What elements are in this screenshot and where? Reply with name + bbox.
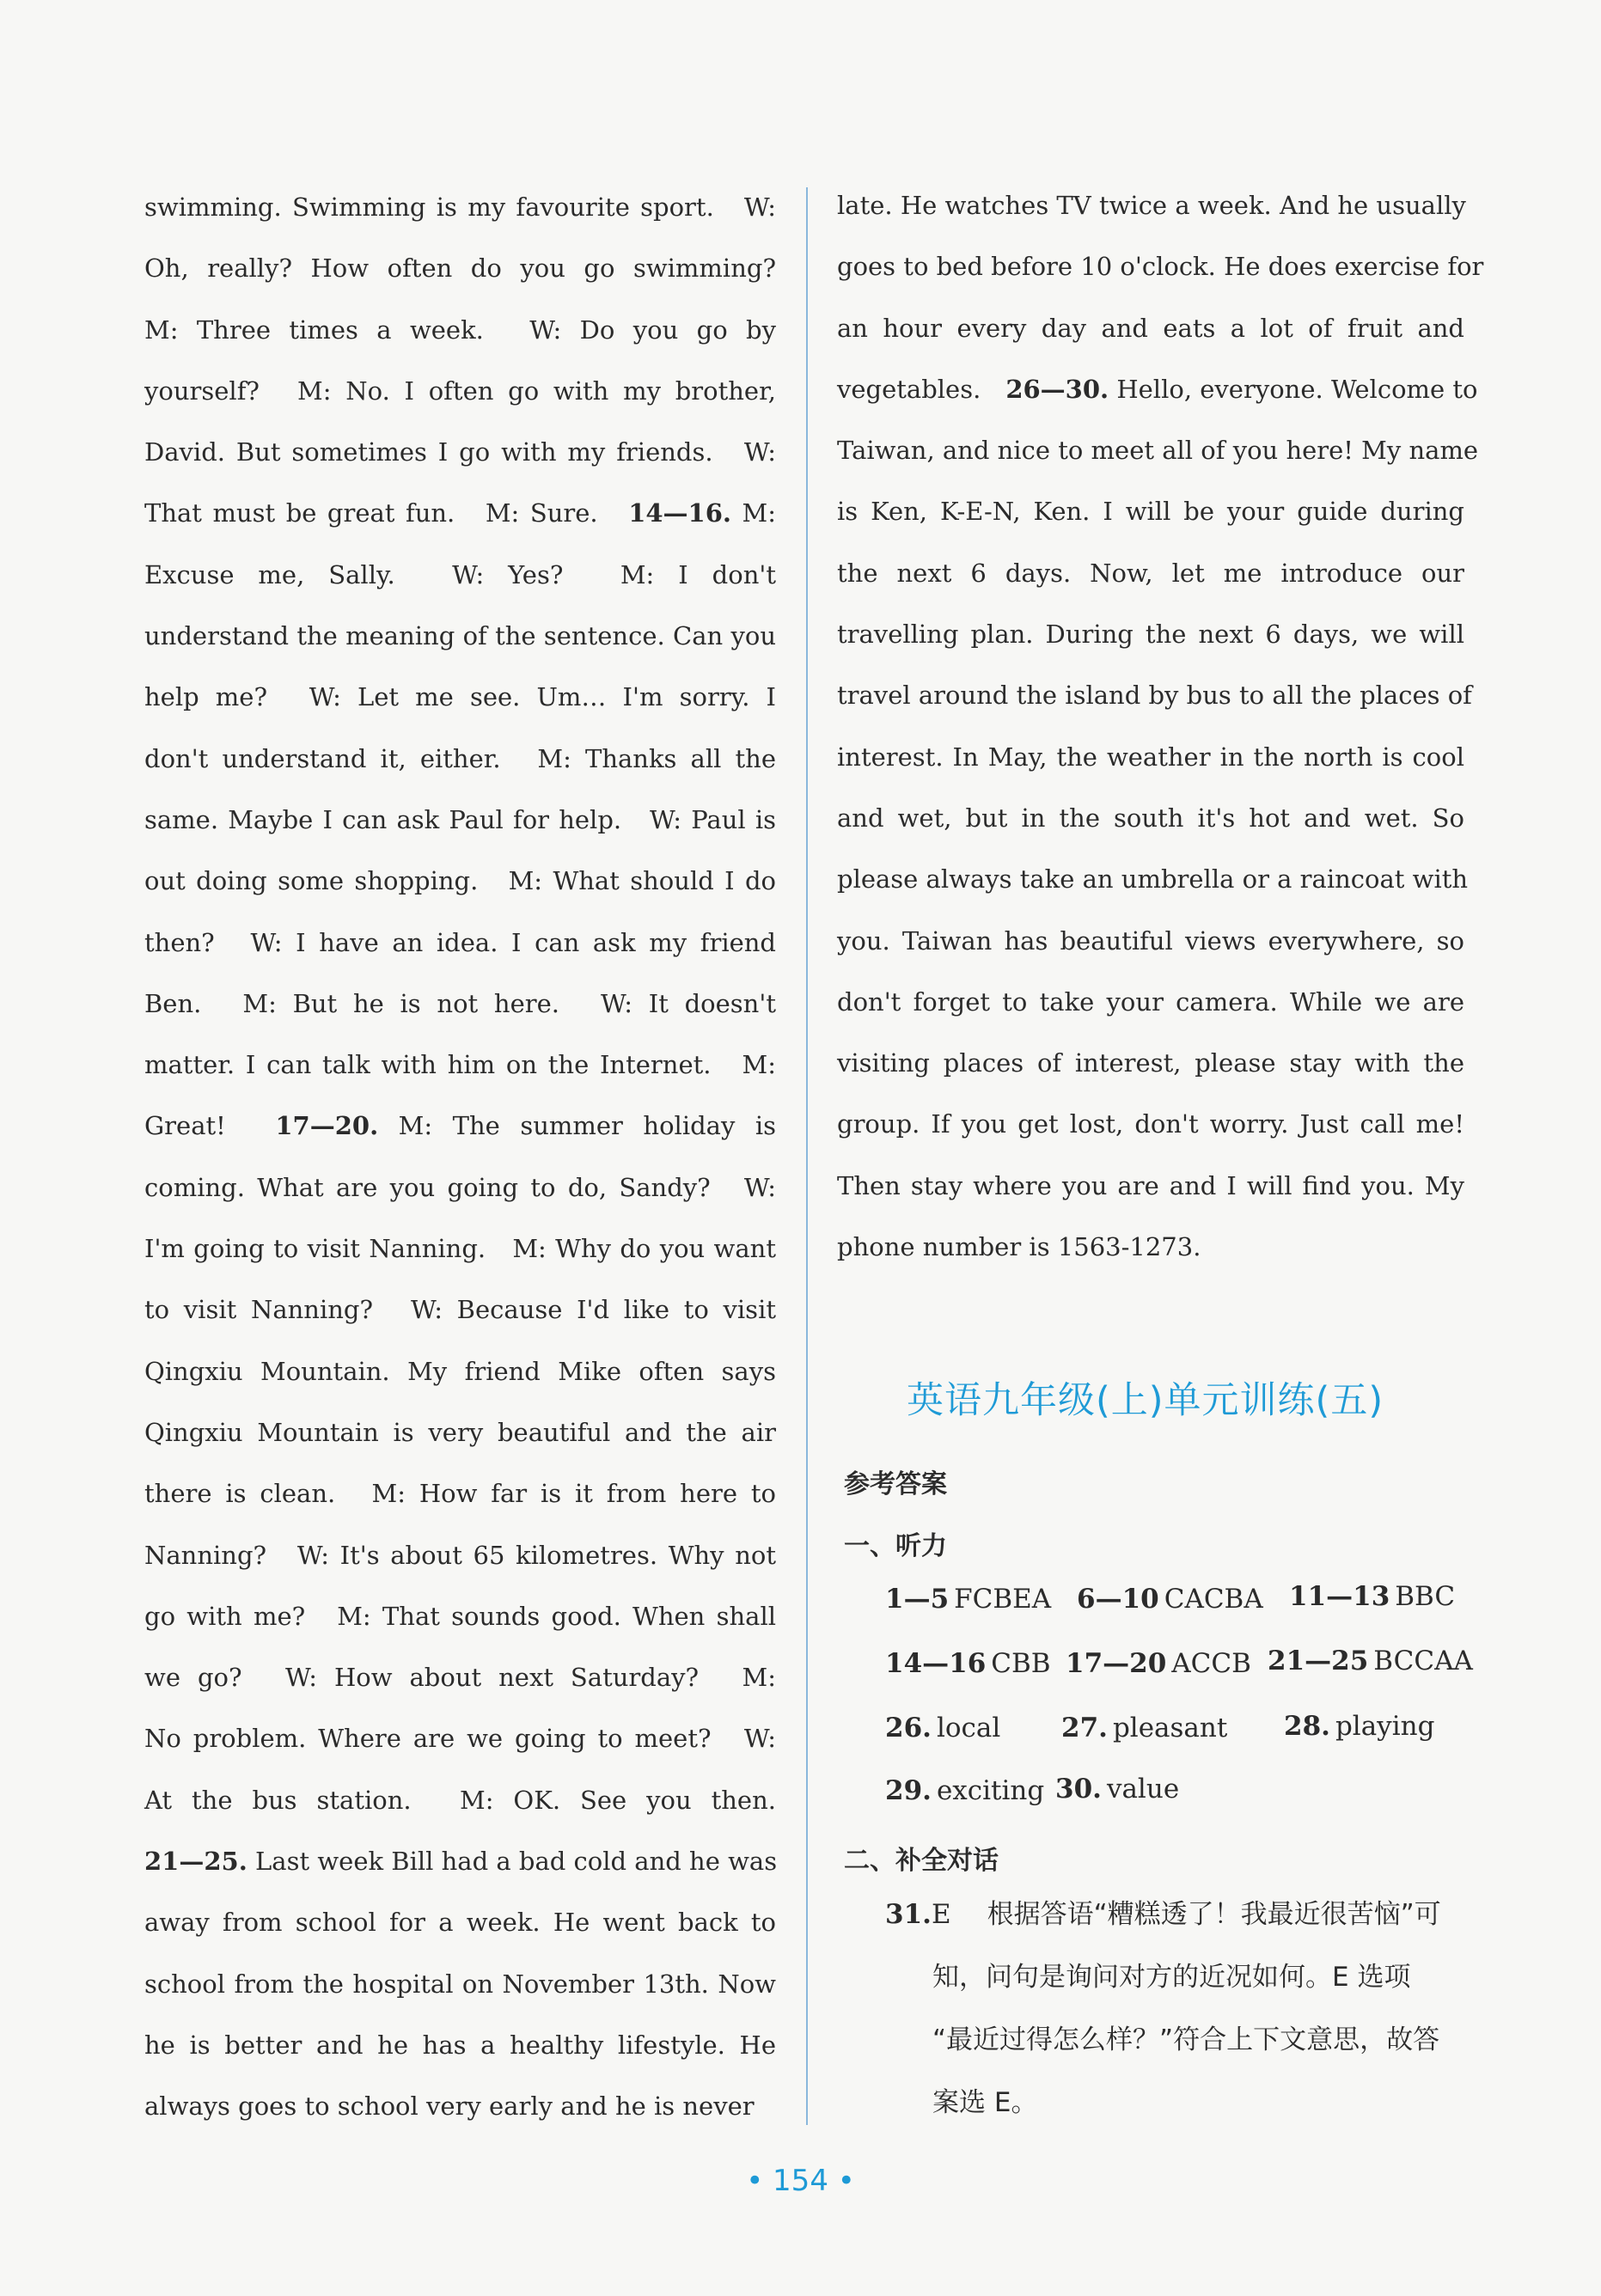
text-line: yourself? M: No. I often go with my brother, — [144, 376, 776, 406]
text-line: is Ken, K-E-N, Ken. I will be your guide during — [837, 497, 1464, 527]
text-line: That must be great fun. M: Sure. 14—16. M: — [144, 498, 776, 528]
right-column-text — [837, 175, 1484, 1278]
text-line: Then stay where you are and I will find you. My — [837, 1170, 1464, 1200]
text-line: don't forget to take your camera. While we are — [837, 986, 1464, 1017]
text-line: phone number is 1563-1273. — [837, 1232, 1201, 1262]
text-line: don't understand it, either. M: Thanks all the — [144, 743, 776, 773]
text-line: interest. In May, the weather in the north is cool — [837, 742, 1464, 772]
text-line: he is better and he has a healthy lifestyle. He — [144, 2030, 776, 2060]
text-line: matter. I can talk with him on the Internet. M: — [144, 1050, 776, 1080]
text-line: group. If you get lost, don't worry. Just call me! — [837, 1109, 1464, 1139]
text-line: travelling plan. During the next 6 days, we will — [837, 620, 1464, 650]
text-line: late. He watches TV twice a week. And he usually — [837, 191, 1466, 220]
text-line: Ben. M: But he is not here. W: It doesn't — [144, 988, 776, 1018]
text-line: we go? W: How about next Saturday? M: — [144, 1663, 776, 1693]
text-line: coming. What are you going to do, Sandy? W: — [144, 1172, 776, 1202]
answer-item: 17—20 ACCB — [1066, 1648, 1251, 1679]
text-line: Nanning? W: It's about 65 kilometres. Why not — [144, 1540, 776, 1570]
text-line: same. Maybe I can ask Paul for help. W: Paul is — [144, 804, 776, 834]
section-listening-heading: 一、听力 — [844, 1531, 947, 1561]
text-line: travel around the island by bus to all the places of — [837, 681, 1472, 711]
text-line: David. But sometimes I go with my friends. W: — [144, 437, 776, 467]
text-line: visiting places of interest, please stay with the — [837, 1048, 1464, 1078]
text-line: 21—25. Last week Bill had a bad cold and he was — [144, 1847, 778, 1877]
q31-line-3: “最近过得怎么样？”符合上下文意思，故答 — [932, 2024, 1440, 2055]
answer-item: 1—5 FCBEA — [885, 1584, 1052, 1615]
answer-item: 27. pleasant — [1061, 1713, 1228, 1743]
answer-item: 11—13 BBC — [1289, 1581, 1456, 1612]
text-line: there is clean. M: How far is it from here to — [144, 1479, 776, 1509]
text-line: Excuse me, Sally. W: Yes? M: I don't — [144, 559, 776, 589]
answer-item: 28. playing — [1284, 1711, 1435, 1742]
text-line: No problem. Where are we going to meet? W: — [144, 1724, 776, 1754]
text-line: always goes to school very early and he is never — [144, 2091, 755, 2122]
text-line: swimming. Swimming is my favourite sport. W: — [144, 192, 776, 222]
text-line: Oh, really? How often do you go swimming? — [144, 253, 776, 284]
text-line: Qingxiu Mountain. My friend Mike often says — [144, 1356, 776, 1386]
answer-item: 29. exciting — [885, 1775, 1045, 1806]
text-line: you. Taiwan has beautiful views everywhere, so — [837, 925, 1464, 956]
text-line: I'm going to visit Nanning. M: Why do you want — [144, 1234, 776, 1264]
text-line: the next 6 days. Now, let me introduce our — [837, 558, 1464, 588]
column-divider — [806, 187, 808, 2125]
q31-line-1: 31.E 根据答语“糟糕透了！我最近很苦恼”可 — [885, 1899, 1441, 1930]
text-line: away from school for a week. He went back to — [144, 1908, 776, 1938]
text-line: then? W: I have an idea. I can ask my friend — [144, 927, 776, 957]
answer-item: 26. local — [885, 1713, 1001, 1743]
text-line: understand the meaning of the sentence. Can you — [144, 621, 776, 651]
text-line: goes to bed before 10 o'clock. He does exercise for — [837, 252, 1484, 282]
text-line: school from the hospital on November 13th. Now — [144, 1969, 776, 1999]
text-line: Qingxiu Mountain is very beautiful and the air — [144, 1417, 776, 1447]
text-line: Taiwan, and nice to meet all of you here! My name — [837, 436, 1479, 466]
text-line: go with me? M: That sounds good. When shall — [144, 1601, 776, 1631]
section-dialogue-heading: 二、补全对话 — [844, 1846, 999, 1876]
text-line: please always take an umbrella or a raincoat with — [837, 864, 1469, 895]
answer-item: 21—25 BCCAA — [1268, 1646, 1473, 1676]
text-line: an hour every day and eats a lot of fruit and — [837, 313, 1464, 343]
unit-title: 英语九年级(上)单元训练(五) — [907, 1379, 1384, 1422]
left-column-text — [144, 177, 776, 2138]
text-line: and wet, but in the south it's hot and wet. So — [837, 803, 1464, 833]
answer-item: 30. value — [1055, 1774, 1180, 1804]
q31-line-4: 案选 E。 — [932, 2087, 1038, 2118]
text-line: vegetables. 26—30. Hello, everyone. Welcome to — [837, 374, 1478, 404]
answer-key-heading: 参考答案 — [844, 1469, 947, 1499]
page-number: • 154 • — [746, 2164, 855, 2198]
answer-item: 6—10 CACBA — [1077, 1584, 1263, 1615]
text-line: At the bus station. M: OK. See you then. — [144, 1785, 776, 1815]
text-line: M: Three times a week. W: Do you go by — [144, 314, 776, 345]
text-line: Great! 17—20. M: The summer holiday is — [144, 1111, 776, 1141]
answer-item: 14—16 CBB — [885, 1648, 1051, 1679]
q31-line-2: 知，问句是询问对方的近况如何。E 选项 — [932, 1962, 1411, 1993]
text-line: help me? W: Let me see. Um… I'm sorry. I — [144, 682, 776, 712]
text-line: to visit Nanning? W: Because I'd like to visit — [144, 1295, 776, 1325]
text-line: out doing some shopping. M: What should I do — [144, 866, 776, 896]
